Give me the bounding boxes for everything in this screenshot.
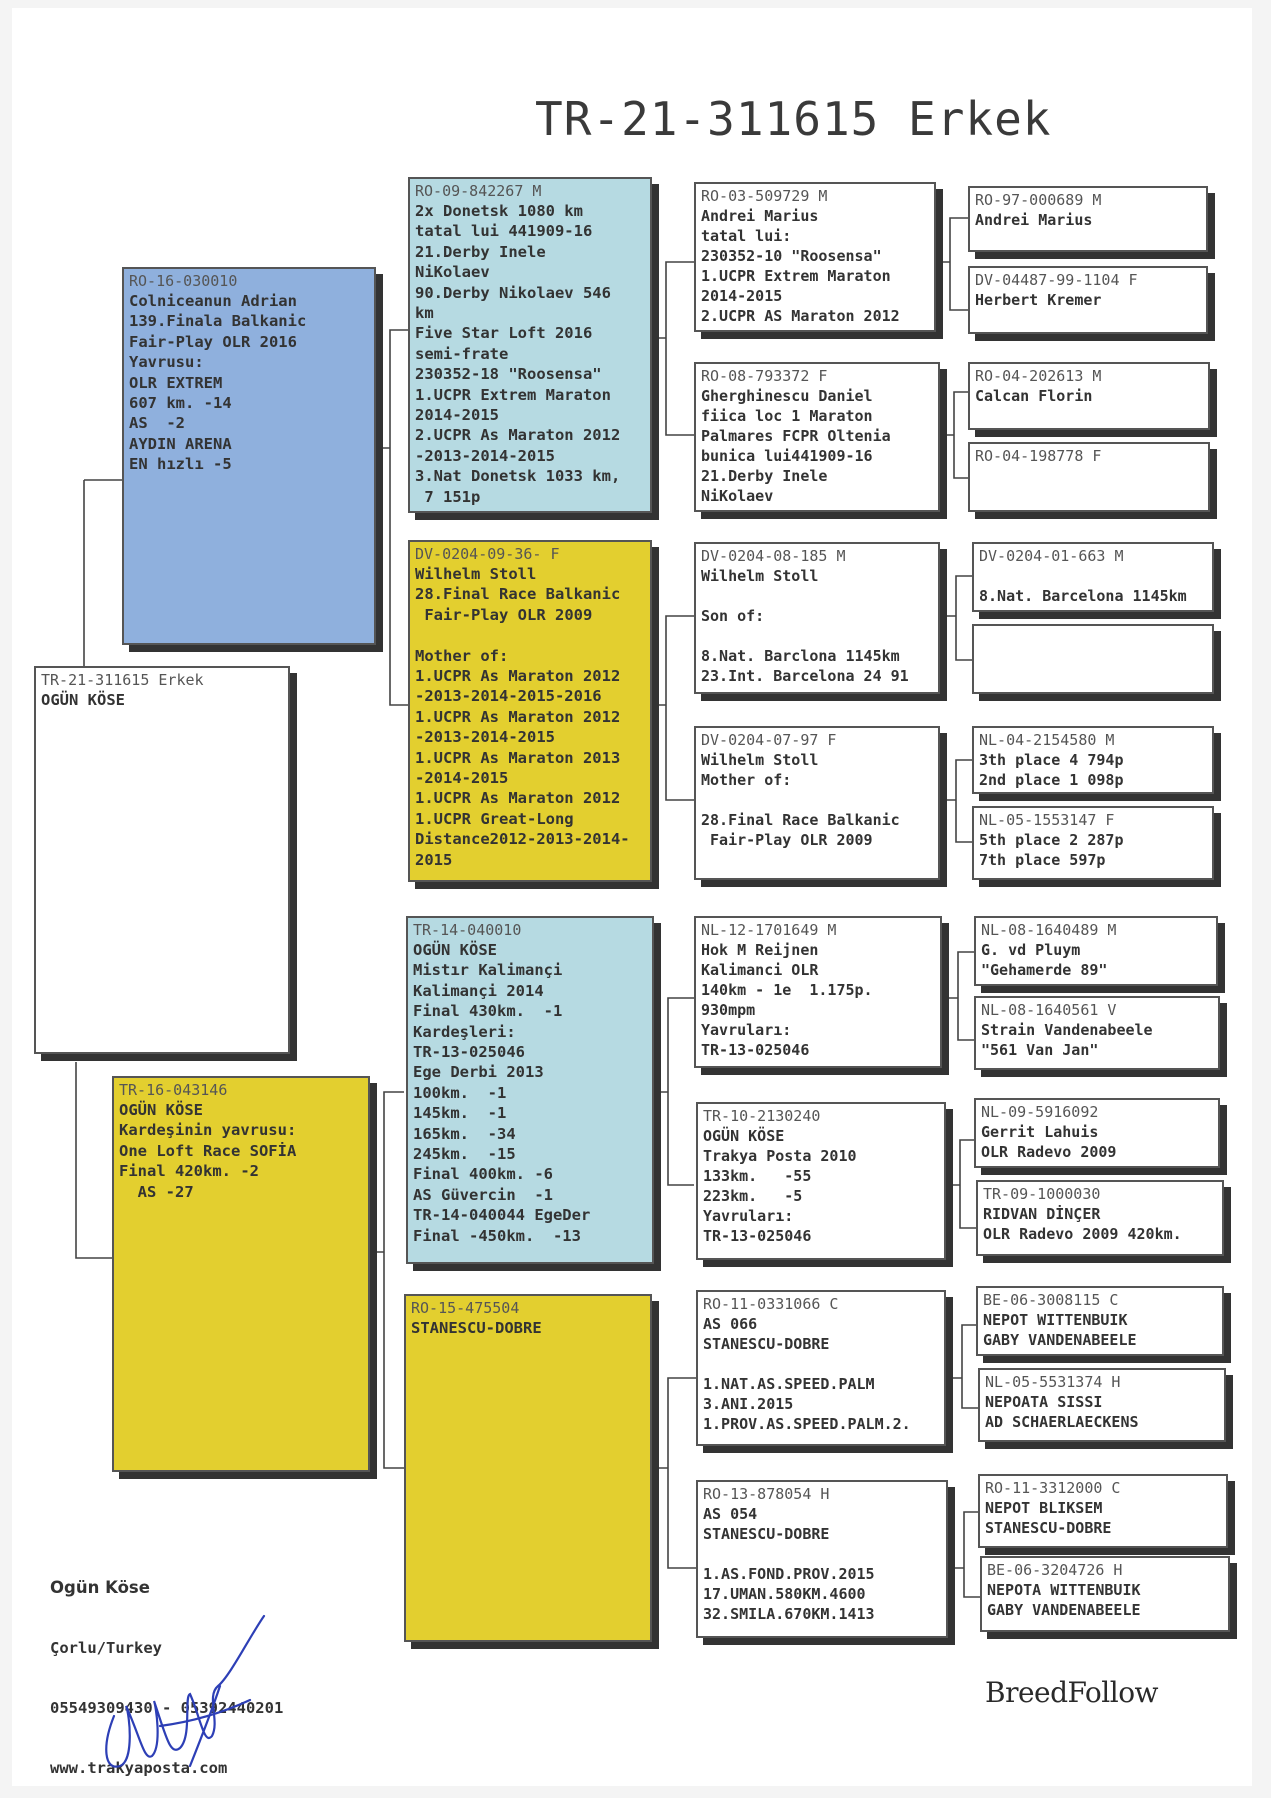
gen3-details-3: Wilhelm Stoll Son of: 8.Nat. Barclona 1145km 23.Int. Barcelona 24 91 [701, 567, 909, 685]
gen3-box-8 [696, 1480, 948, 1638]
owner-website: www.trakyaposta.com [50, 1759, 228, 1777]
gen3-ring-3: DV-0204-08-185 M [701, 547, 846, 565]
gen3-details-2: Gherghinescu Daniel fiica loc 1 Maraton Palmares FCPR Oltenia bunica lui441909-16 21.Derby Inele NiKolaev [701, 387, 891, 505]
gen4-details-7: 3th place 4 794p 2nd place 1 098p [979, 751, 1124, 789]
gen4-details-11: Gerrit Lahuis OLR Radevo 2009 [981, 1123, 1117, 1161]
granddam-paternal-details: Wilhelm Stoll 28.Final Race Balkanic Fair-Play OLR 2009 Mother of: 1.UCPR As Maraton 2012 -2013-2014-2015-2016 1.UCPR As Maraton 2012 -2013-2014-2015 1.UCPR As Maraton 2013 -2014-2015 1.UCPR As Maraton 2012 1.UCPR Great-Long Distance2012-2013-2014- 2015 [415, 565, 630, 869]
owner-phones: 05549309430 - 05392440201 [50, 1699, 284, 1717]
gen4-ring-3: RO-04-202613 M [975, 367, 1102, 385]
grandsire-maternal-details: OGÜN KÖSE Mistır Kalimançi Kalimançi 2014 Final 430km. -1 Kardeşleri: TR-13-025046 Ege Derbi 2013 100km. -1 145km. -1 165km. -34 245km. -15 Final 400km. -6 AS Güvercin -1 TR-14-040044 EgeDer Final -450km. -13 [413, 941, 591, 1245]
dam-ring: TR-16-043146 [119, 1081, 228, 1099]
subject-box [34, 666, 290, 1054]
subject-details: OGÜN KÖSE [41, 691, 125, 709]
gen4-box-15 [978, 1474, 1228, 1548]
gen4-ring-14: NL-05-5531374 H [985, 1373, 1121, 1391]
dam-details: OGÜN KÖSE Kardeşinin yavrusu: One Loft Race SOFİA Final 420km. -2 AS -27 [119, 1101, 297, 1201]
grandsire-maternal-ring: TR-14-040010 [413, 921, 522, 939]
gen3-details-1: Andrei Marius tatal lui: 230352-10 "Roosensa" 1.UCPR Extrem Maraton 2014-2015 2.UCPR AS Maraton 2012 [701, 207, 900, 325]
gen4-ring-10: NL-08-1640561 V [981, 1001, 1117, 1019]
gen3-details-8: AS 054 STANESCU-DOBRE 1.AS.FOND.PROV.2015 17.UMAN.580KM.4600 32.SMILA.670KM.1413 [703, 1505, 875, 1623]
gen4-ring-7: NL-04-2154580 M [979, 731, 1115, 749]
gen4-ring-12: TR-09-1000030 [983, 1185, 1101, 1203]
gen3-ring-4: DV-0204-07-97 F [701, 731, 837, 749]
gen4-details-9: G. vd Pluym "Gehamerde 89" [981, 941, 1108, 979]
gen3-details-4: Wilhelm Stoll Mother of: 28.Final Race Balkanic Fair-Play OLR 2009 [701, 751, 900, 849]
owner-city: Çorlu/Turkey [50, 1639, 162, 1657]
granddam-maternal-box [404, 1294, 652, 1642]
gen4-box-1 [968, 186, 1208, 252]
gen3-ring-5: NL-12-1701649 M [701, 921, 837, 939]
gen3-box-7 [696, 1290, 946, 1446]
gen4-details-15: NEPOT BLIKSEM STANESCU-DOBRE [985, 1499, 1112, 1537]
gen4-details-13: NEPOT WITTENBUIK GABY VANDENABEELE [983, 1311, 1137, 1349]
page-title: TR-21-311615 Erkek [535, 92, 1052, 146]
brand-logo: BreedFollow [985, 1676, 1159, 1709]
gen4-details-10: Strain Vandenabeele "561 Van Jan" [981, 1021, 1153, 1059]
gen4-box-2 [968, 266, 1208, 334]
gen4-ring-8: NL-05-1553147 F [979, 811, 1115, 829]
gen4-ring-11: NL-09-5916092 [981, 1103, 1099, 1121]
gen3-ring-2: RO-08-793372 F [701, 367, 828, 385]
gen4-ring-16: BE-06-3204726 H [987, 1561, 1123, 1579]
gen4-box-8 [972, 806, 1214, 880]
gen4-details-14: NEPOATA SISSI AD SCHAERLAECKENS [985, 1393, 1139, 1431]
gen4-box-14 [978, 1368, 1226, 1442]
gen3-ring-7: RO-11-0331066 C [703, 1295, 839, 1313]
gen4-box-10 [974, 996, 1220, 1070]
grandsire-paternal-ring: RO-09-842267 M [415, 182, 542, 200]
gen3-box-6 [696, 1102, 946, 1260]
grandsire-paternal-box [408, 177, 652, 513]
gen4-box-6 [972, 624, 1214, 694]
subject-ring: TR-21-311615 Erkek [41, 671, 204, 689]
gen4-details-12: RIDVAN DİNÇER OLR Radevo 2009 420km. [983, 1205, 1182, 1243]
gen3-ring-8: RO-13-878054 H [703, 1485, 830, 1503]
gen4-box-11 [974, 1098, 1220, 1168]
granddam-maternal-ring: RO-15-475504 [411, 1299, 520, 1317]
gen4-details-1: Andrei Marius [975, 211, 1093, 229]
gen3-box-3 [694, 542, 940, 694]
grandsire-paternal-details: 2x Donetsk 1080 km tatal lui 441909-16 21.Derby Inele NiKolaev 90.Derby Nikolaev 546 km Five Star Loft 2016 semi-frate 230352-18 "Roosensa" 1.UCPR Extrem Maraton 2014-2015 2.UCPR As Maraton 2012 -2013-2014-2015 3.Nat Donetsk 1033 km, 7 151p [415, 202, 621, 506]
gen3-box-4 [694, 726, 940, 880]
sire-box [122, 267, 376, 645]
gen4-box-13 [976, 1286, 1224, 1356]
gen4-box-7 [972, 726, 1214, 794]
gen4-box-9 [974, 916, 1218, 986]
gen3-box-1 [694, 182, 936, 332]
gen3-details-7: AS 066 STANESCU-DOBRE 1.NAT.AS.SPEED.PALM 3.ANI.2015 1.PROV.AS.SPEED.PALM.2. [703, 1315, 911, 1433]
granddam-paternal-box [408, 540, 652, 882]
gen3-ring-6: TR-10-2130240 [703, 1107, 821, 1125]
gen4-ring-15: RO-11-3312000 C [985, 1479, 1121, 1497]
gen4-box-12 [976, 1180, 1224, 1256]
gen3-details-6: OGÜN KÖSE Trakya Posta 2010 133km. -55 223km. -5 Yavruları: TR-13-025046 [703, 1127, 857, 1245]
owner-name: Ogün Köse [50, 1578, 150, 1597]
gen4-details-5: 8.Nat. Barcelona 1145km [979, 587, 1187, 605]
gen4-details-16: NEPOTA WITTENBUIK GABY VANDENABEELE [987, 1581, 1141, 1619]
gen4-box-4 [968, 442, 1210, 512]
gen3-box-5 [694, 916, 942, 1068]
sire-ring: RO-16-030010 [129, 272, 238, 290]
gen3-ring-1: RO-03-509729 M [701, 187, 828, 205]
gen4-details-2: Herbert Kremer [975, 291, 1102, 309]
granddam-paternal-ring: DV-0204-09-36- F [415, 545, 560, 563]
gen4-box-3 [968, 362, 1210, 430]
handwritten-signature [100, 1596, 270, 1786]
gen3-box-2 [694, 362, 940, 512]
grandsire-maternal-box [406, 916, 654, 1264]
gen4-ring-1: RO-97-000689 M [975, 191, 1102, 209]
gen4-details-8: 5th place 2 287p 7th place 597p [979, 831, 1124, 869]
gen4-box-5 [972, 542, 1214, 612]
gen4-ring-5: DV-0204-01-663 M [979, 547, 1124, 565]
gen4-ring-2: DV-04487-99-1104 F [975, 271, 1138, 289]
gen4-ring-9: NL-08-1640489 M [981, 921, 1117, 939]
sire-details: Colniceanun Adrian 139.Finala Balkanic Fair-Play OLR 2016 Yavrusu: OLR EXTREM 607 km. -14 AS -2 AYDIN ARENA EN hızlı -5 [129, 292, 307, 474]
gen4-ring-13: BE-06-3008115 C [983, 1291, 1119, 1309]
gen3-details-5: Hok M Reijnen Kalimanci OLR 140km - 1e 1.175p. 930mpm Yavruları: TR-13-025046 [701, 941, 873, 1059]
granddam-maternal-details: STANESCU-DOBRE [411, 1319, 542, 1337]
gen4-details-3: Calcan Florin [975, 387, 1093, 405]
gen4-ring-4: RO-04-198778 F [975, 447, 1102, 465]
gen4-box-16 [980, 1556, 1230, 1632]
dam-box [112, 1076, 370, 1472]
